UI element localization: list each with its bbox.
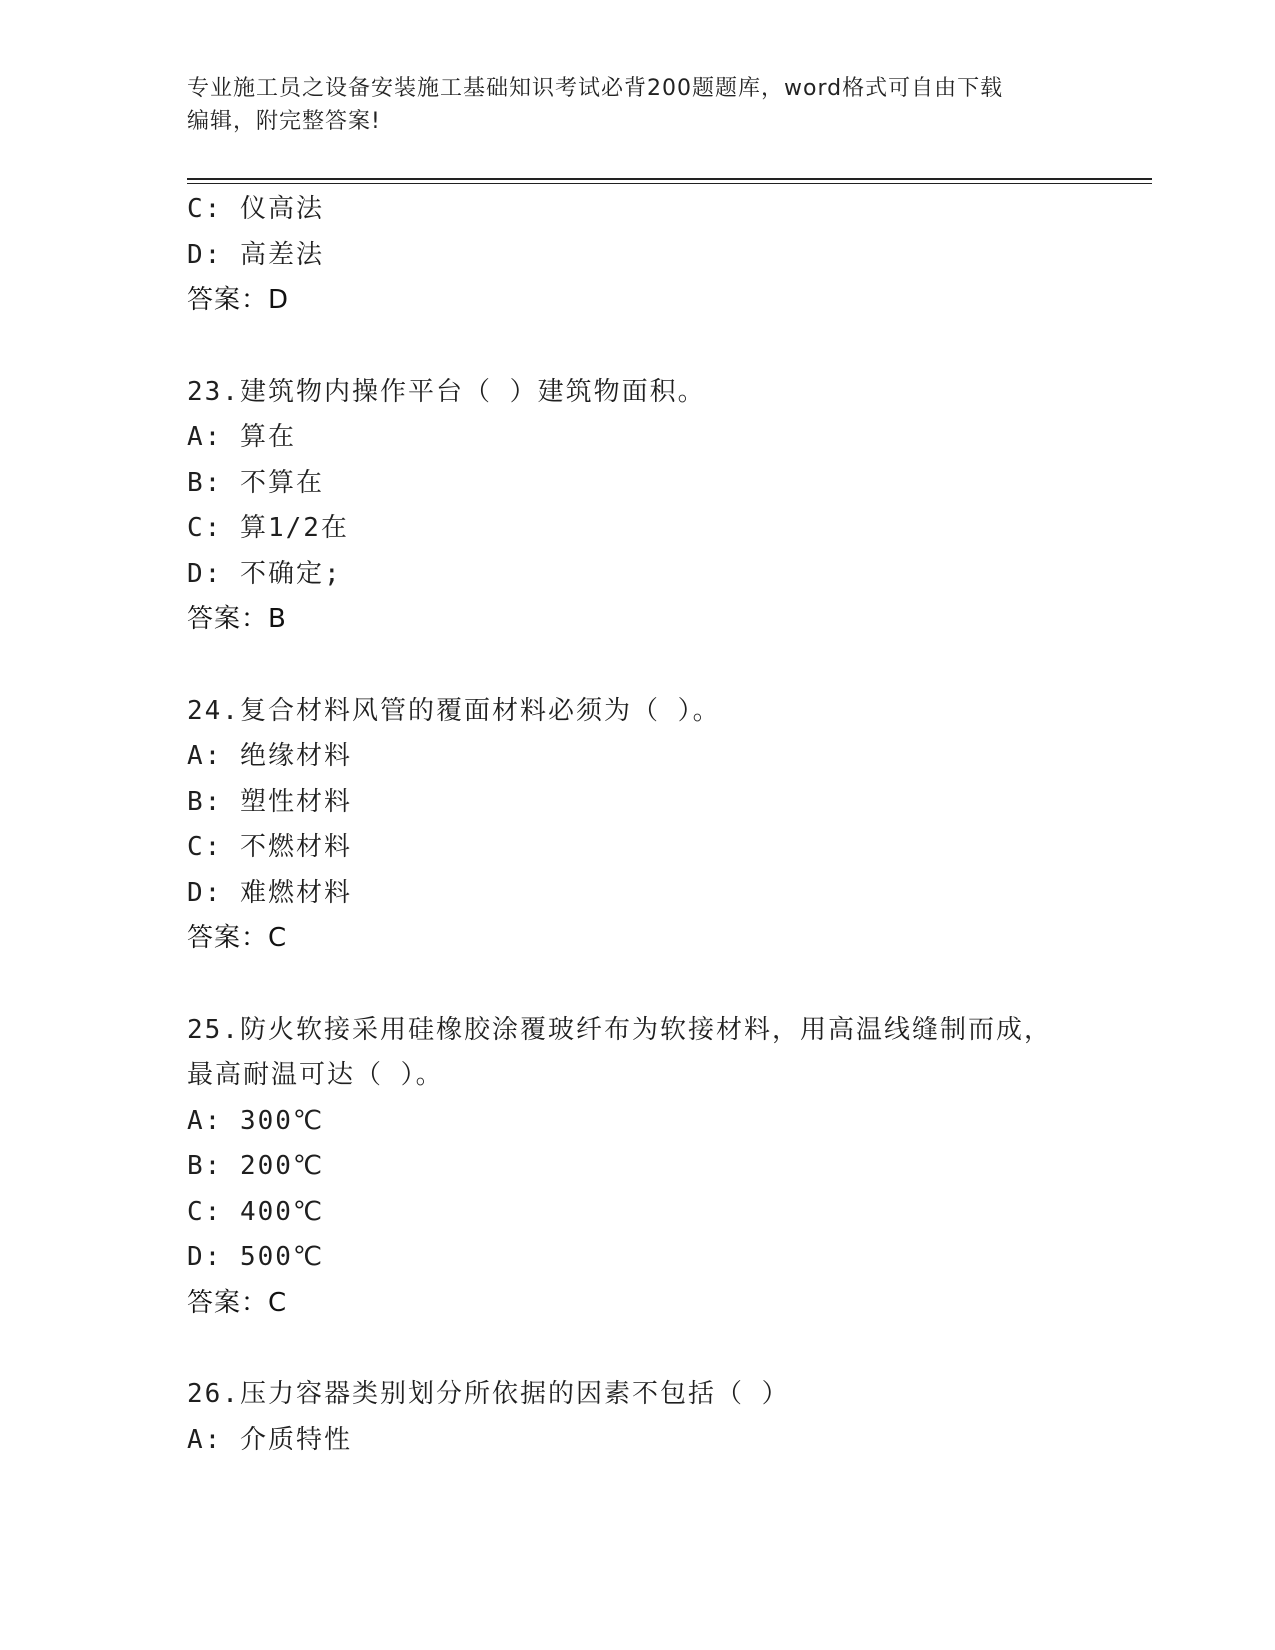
question-stem: 23.建筑物内操作平台（ ）建筑物面积。: [187, 376, 706, 407]
option-a: A: 300℃: [187, 1105, 325, 1136]
question-stem: 24.复合材料风管的覆面材料必须为（ ）。: [187, 695, 721, 726]
header-title-line-2: 编辑，附完整答案!: [187, 109, 381, 134]
option-c: C: 仪高法: [187, 194, 324, 224]
question-24: [187, 689, 1087, 962]
option-c: C: 不燃材料: [187, 832, 352, 862]
option-a: A: 算在: [187, 422, 296, 452]
option-a: A: 介质特性: [187, 1424, 352, 1455]
answer: 答案：C: [187, 923, 288, 953]
question-stem-line-2: 最高耐温可达（ ）。: [187, 1060, 444, 1090]
option-d: D: 不确定;: [187, 558, 342, 589]
option-b: B: 200℃: [187, 1151, 325, 1181]
option-b: B: 不算在: [187, 467, 324, 498]
spacer: [187, 962, 1087, 1008]
question-22-tail: [187, 187, 1087, 324]
header-title-line-1: 专业施工员之设备安装施工基础知识考试必背200题题库，word格式可自由下载: [187, 76, 1004, 101]
option-d: D: 500℃: [187, 1242, 325, 1272]
answer: 答案：D: [187, 285, 290, 315]
question-26: [187, 1372, 1087, 1463]
option-d: D: 高差法: [187, 239, 324, 270]
question-25: [187, 1008, 1087, 1327]
header-divider-thin: [187, 183, 1152, 184]
answer: 答案：C: [187, 1287, 288, 1318]
option-c: C: 算1/2在: [187, 513, 349, 543]
option-d: D: 难燃材料: [187, 877, 352, 908]
header-divider-thick: [187, 178, 1152, 180]
question-list: [187, 187, 1087, 1463]
document-header: [187, 72, 1087, 138]
option-b: B: 塑性材料: [187, 786, 352, 817]
answer: 答案：B: [187, 604, 287, 634]
question-stem: 26.压力容器类别划分所依据的因素不包括（ ）: [187, 1379, 790, 1409]
question-stem-line-1: 25.防火软接采用硅橡胶涂覆玻纤布为软接材料，用高温线缝制而成，: [187, 1014, 1052, 1045]
spacer: [187, 643, 1087, 689]
option-a: A: 绝缘材料: [187, 741, 352, 771]
spacer: [187, 324, 1087, 370]
question-23: [187, 370, 1087, 643]
option-c: C: 400℃: [187, 1196, 325, 1227]
spacer: [187, 1326, 1087, 1372]
